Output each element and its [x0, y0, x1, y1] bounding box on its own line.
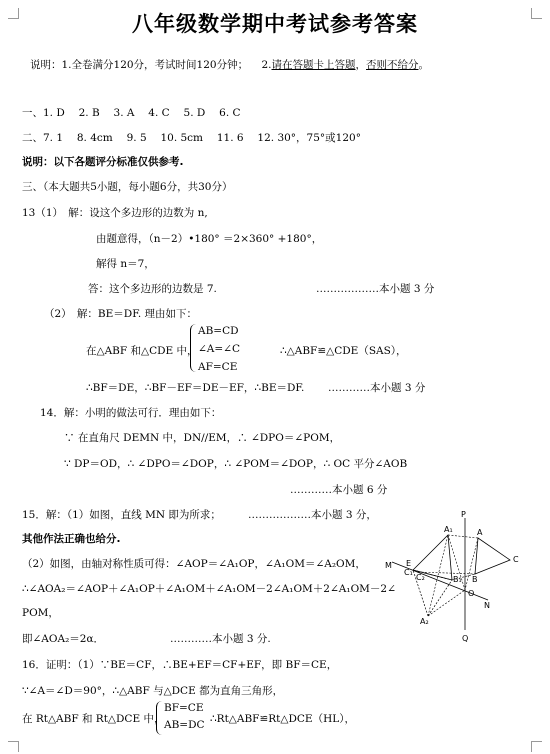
label-a2: A₂: [420, 617, 429, 626]
instruction-2-text: 请在答题卡上答题: [271, 59, 356, 71]
label-q: Q: [462, 634, 469, 643]
label-e: E: [406, 559, 412, 568]
label-a1: A₁: [444, 525, 453, 534]
label-c2: C₂: [416, 573, 425, 582]
q13-score2: …………本小题 3 分: [328, 382, 426, 394]
q16-line1: 16．证明：（1）∵BE＝CF，∴BE+EF＝CF+EF，即 BF＝CE，: [22, 659, 338, 671]
q15-line1: 15．解：（1）如图，直线 MN 即为所求；: [22, 509, 221, 521]
instruction-2-comma: ，: [355, 59, 366, 71]
page-corner-mark: [531, 741, 542, 752]
q15-line3: ∴∠AOA₂＝∠AOP＋∠A₁OP＋∠A₁OM＋∠A₁OM－2∠A₁OM＋2∠A₁OM－2∠: [22, 583, 396, 595]
q15-score1: ………………本小题 3 分，: [248, 509, 377, 521]
triangle-abc: [475, 538, 510, 574]
page-title: 八年级数学期中考试参考答案: [132, 12, 418, 36]
q13-line3: 解得 n＝7，: [96, 258, 155, 270]
q13-system-2: ∠A=∠C: [198, 343, 241, 355]
q16-line2: ∵∠A＝∠D＝90°，∴△ABF 与△DCE 都为直角三角形，: [22, 685, 284, 697]
instruction-2-num: 2.: [261, 59, 272, 71]
label-o: O: [468, 589, 475, 598]
section2-answers: 二、7. 1 8. 4cm 9. 5 10. 5cm 11. 6 12. 30°，75°或120°: [22, 132, 361, 144]
q16-system-1: BF=CE: [164, 702, 204, 714]
q15-line2: （2）如图，由轴对称性质可得：∠AOP＝∠A₁OP，∠A₁OM＝∠A₂OM，: [22, 558, 366, 570]
page-corner-mark: [8, 741, 19, 752]
instruction-1: 说明：1.全卷满分120分，考试时间120分钟；: [30, 59, 249, 71]
scoring-note: 说明：以下各题评分标准仅供参考.: [22, 156, 184, 168]
section3-header: 三、（本大题共5小题，每小题6分，共30分）: [22, 181, 233, 193]
q13-system-3: AF=CE: [198, 361, 238, 373]
dashed-a1-a: [448, 535, 478, 538]
label-p: P: [461, 510, 466, 519]
instruction-2-warning: 否则不给分: [366, 59, 419, 71]
q15-other-note: 其他作法正确也给分.: [22, 533, 121, 545]
label-a: A: [477, 528, 483, 537]
instruction-2-end: 。: [418, 59, 429, 71]
label-m: M: [385, 561, 392, 570]
section1-answers: 一、1. D 2. B 3. A 4. C 5. D 6. C: [22, 107, 241, 119]
q13-conclusion: ∴BF＝DE，∴BF－EF＝DE－EF，∴BE＝DF.: [86, 382, 305, 394]
q13-in-text: 在△ABF 和△CDE 中，: [86, 345, 198, 357]
label-b: B: [472, 575, 478, 584]
q16-conclusion: ∴Rt△ABF≌Rt△DCE（HL），: [210, 713, 355, 725]
q16-line3: 在 Rt△ABF 和 Rt△DCE 中，: [22, 713, 165, 725]
q13-line4: 答：这个多边形的边数是 7.: [88, 283, 217, 295]
q15-line4: POM，: [22, 607, 59, 619]
label-c: C: [513, 555, 519, 564]
q13-brace: [190, 324, 197, 372]
q13-score1: ………………本小题 3 分: [316, 283, 435, 295]
q13-system-1: AB=CD: [198, 325, 239, 337]
q16-system-2: AB=DC: [164, 719, 205, 731]
q16-brace: [156, 701, 163, 735]
q13-congruence: ∴△ABF≌△CDE（SAS），: [280, 345, 407, 357]
q14-line2: ∵ 在直角尺 DEMN 中，DN//EM，∴ ∠DPO＝∠POM，: [64, 432, 341, 444]
geometry-figure: [378, 510, 528, 645]
instructions: [30, 58, 429, 72]
q15-line5: 即∠AOA₂＝2α．: [22, 633, 105, 645]
q13-line2: 由题意得，（n－2）•180° ＝2×360° +180°，: [96, 233, 323, 245]
q14-score: …………本小题 6 分: [290, 484, 388, 496]
q15-score2: …………本小题 3 分.: [170, 633, 271, 645]
q13-line1: 13（1） 解：设这个多边形的边数为 n,: [22, 207, 208, 219]
q14-line3: ∵ DP＝OD，∴ ∠DPO＝∠DOP，∴ ∠POM＝∠DOP，∴ OC 平分∠AOB: [64, 458, 408, 470]
label-n: N: [484, 601, 490, 610]
label-c1: C₁: [404, 568, 413, 577]
q13-part2: （2） 解：BE＝DF. 理由如下：: [44, 308, 198, 320]
dashed-a2-a1: [428, 535, 448, 616]
q14-line1: 14．解：小明的做法可行．理由如下：: [40, 407, 222, 419]
label-b1: B₁: [453, 575, 462, 584]
